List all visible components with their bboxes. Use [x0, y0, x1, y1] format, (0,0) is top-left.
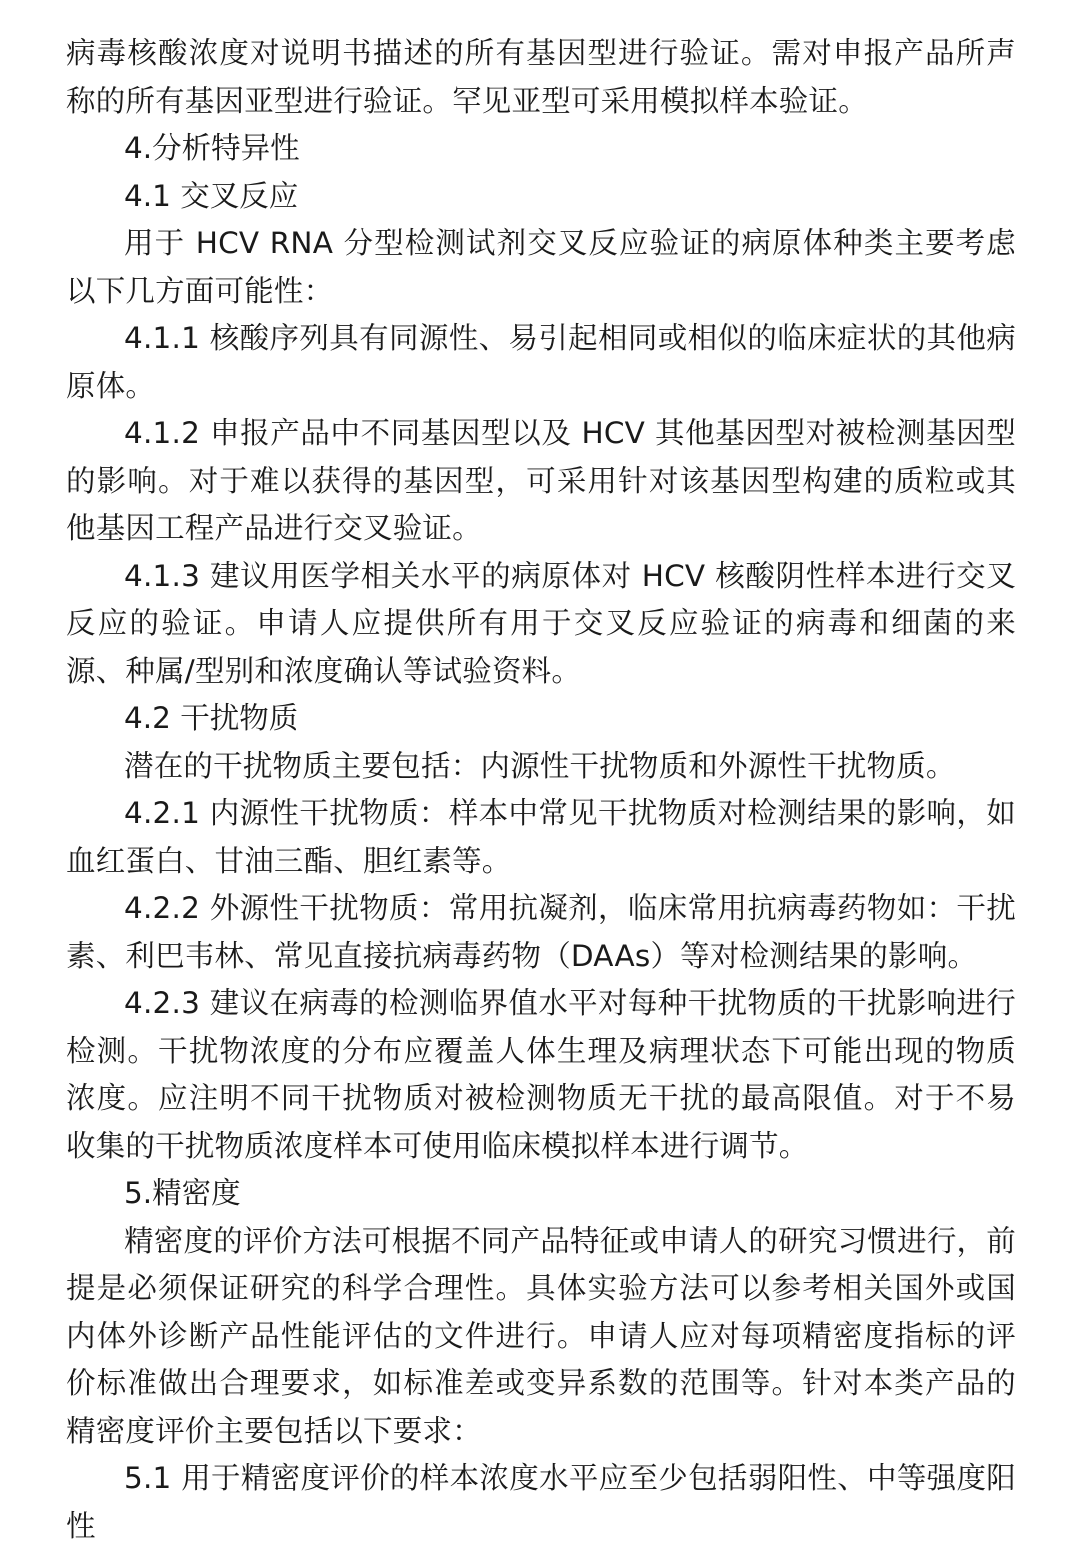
paragraph-continuation: 病毒核酸浓度对说明书描述的所有基因型进行验证。需对申报产品所声称的所有基因亚型进行验证。罕见亚型可采用模拟样本验证。: [66, 36, 1016, 118]
paragraph-4-1-1: 4.1.1 核酸序列具有同源性、易引起相同或相似的临床症状的其他病原体。: [66, 321, 1016, 403]
paragraph-precision-intro: 精密度的评价方法可根据不同产品特征或申请人的研究习惯进行，前提是必须保证研究的科学合理性。具体实验方法可以参考相关国外或国内体外诊断产品性能评估的文件进行。申请人应对每项精密度指标的评价标准做出合理要求，如标准差或变异系数的范围等。针对本类产品的精密度评价主要包括以下要求：: [66, 1223, 1016, 1448]
document-page: [66, 30, 1016, 1550]
paragraph-4-1-3: 4.1.3 建议用医学相关水平的病原体对 HCV 核酸阴性样本进行交叉反应的验证。申请人应提供所有用于交叉反应验证的病毒和细菌的来源、种属/型别和浓度确认等试验资料。: [66, 558, 1016, 688]
subsection-heading-cross-reactivity: 4.1 交叉反应: [124, 178, 299, 213]
paragraph-5-1: 5.1 用于精密度评价的样本浓度水平应至少包括弱阳性、中等强度阳性: [66, 1461, 1016, 1543]
paragraph-4-1-2: 4.1.2 申报产品中不同基因型以及 HCV 其他基因型对被检测基因型的影响。对于难以获得的基因型，可采用针对该基因型构建的质粒或其他基因工程产品进行交叉验证。: [66, 416, 1016, 545]
paragraph-interference-intro: 潜在的干扰物质主要包括：内源性干扰物质和外源性干扰物质。: [124, 748, 956, 783]
paragraph-4-2-3: 4.2.3 建议在病毒的检测临界值水平对每种干扰物质的干扰影响进行检测。干扰物浓度的分布应覆盖人体生理及病理状态下可能出现的物质浓度。应注明不同干扰物质对被检测物质无干扰的最高限值。对于不易收集的干扰物质浓度样本可使用临床模拟样本进行调节。: [66, 986, 1016, 1163]
section-heading-analytical-specificity: 4.分析特异性: [124, 131, 300, 165]
paragraph-4-2-1: 4.2.1 内源性干扰物质：样本中常见干扰物质对检测结果的影响，如血红蛋白、甘油三酯、胆红素等。: [66, 796, 1016, 878]
paragraph-cross-reactivity-intro: 用于 HCV RNA 分型检测试剂交叉反应验证的病原体种类主要考虑以下几方面可能性：: [66, 226, 1016, 308]
subsection-heading-interference: 4.2 干扰物质: [124, 701, 299, 735]
paragraph-4-2-2: 4.2.2 外源性干扰物质：常用抗凝剂，临床常用抗病毒药物如：干扰素、利巴韦林、常见直接抗病毒药物（DAAs）等对检测结果的影响。: [66, 891, 1016, 973]
section-heading-precision: 5.精密度: [124, 1176, 241, 1210]
